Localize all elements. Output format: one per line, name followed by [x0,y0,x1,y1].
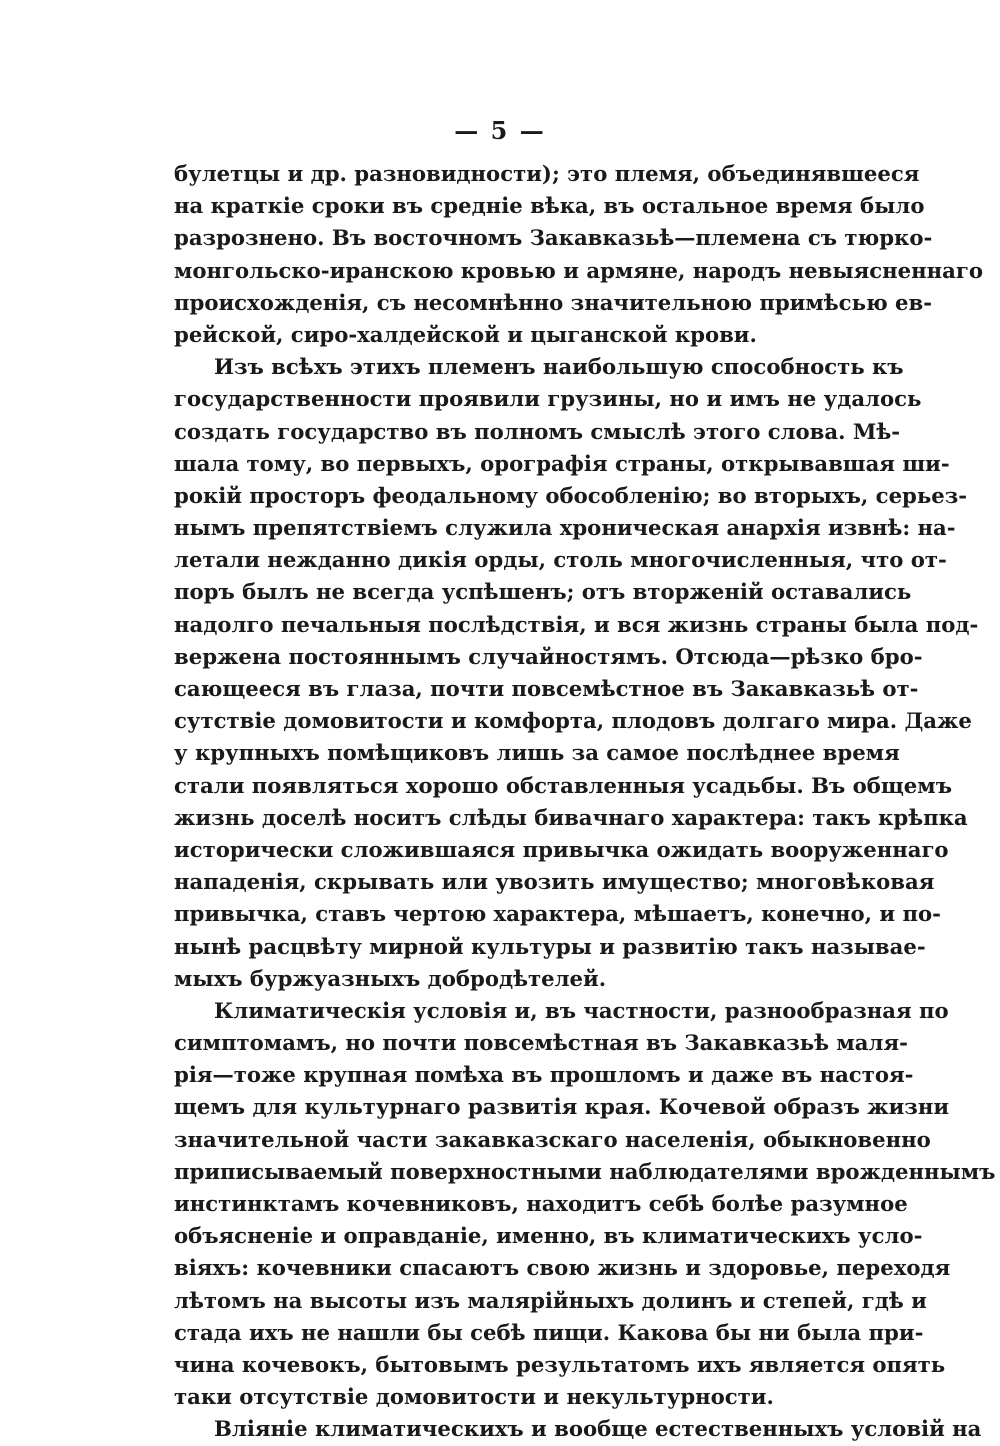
text-line: жизнь доселѣ носитъ слѣды бивачнаго характера: такъ крѣпка [174,804,968,830]
text-line: симптомамъ, но почти повсемѣстная въ Закавказьѣ маля- [174,1030,908,1056]
text-line: летали нежданно дикія орды, столь многочисленныя, что от- [174,547,947,573]
text-line: приписываемый поверхностными наблюдателями врожденнымъ [174,1158,996,1184]
text-line: на краткіе сроки въ средніе вѣка, въ остальное время было [174,193,925,219]
text-line: рокій просторъ феодальному обособленію; во вторыхъ, серьез- [174,482,968,508]
text-line: разрознено. Въ восточномъ Закавказьѣ—племена съ тюрко- [174,225,933,251]
text-line: у крупныхъ помѣщиковъ лишь за самое послѣднее время [174,740,900,766]
text-line: нымъ препятствіемъ служила хроническая анархія извнѣ: на- [174,515,956,541]
page-number: — 5 — [454,116,546,145]
text-line: булетцы и др. разновидности); это племя, объединявшееся [174,161,920,186]
text-line: Изъ всѣхъ этихъ племенъ наибольшую способность къ [214,354,904,380]
text-line: мыхъ буржуазныхъ добродѣтелей. [174,965,607,991]
text-line: привычка, ставъ чертою характера, мѣшаетъ, конечно, и по- [174,901,941,927]
text-line: нынѣ расцвѣту мирной культуры и развитію такъ называе- [174,933,926,959]
text-line: стали появляться хорошо обставленныя усадьбы. Въ общемъ [174,772,952,798]
text-line: значительной части закавказскаго населенія, обыкновенно [174,1126,931,1152]
text-line: Климатическія условія и, въ частности, разнообразная по [214,997,949,1023]
text-line: создать государство въ полномъ смыслѣ этого слова. Мѣ- [174,418,901,444]
text-line: рейской, сиро-халдейской и цыганской крови. [174,321,757,347]
text-line: надолго печальныя послѣдствія, и вся жизнь страны была под- [174,611,979,637]
text-line: нападенія, скрывать или увозить имущество; многовѣковая [174,869,935,895]
body-text [174,158,996,1446]
text-line: шала тому, во первыхъ, орографія страны, открывавшая ши- [174,450,950,476]
text-line: рія—тоже крупная помѣха въ прошломъ и даже въ настоя- [174,1062,914,1088]
text-line: чина кочевокъ, бытовымъ результатомъ ихъ является опять [174,1351,946,1377]
text-line: стада ихъ не нашли бы себѣ пищи. Какова бы ни была при- [174,1319,924,1345]
text-line: вержена постояннымъ случайностямъ. Отсюда—рѣзко бро- [174,643,923,669]
text-line: лѣтомъ на высоты изъ малярійныхъ долинъ и степей, гдѣ и [174,1287,927,1313]
text-line: происхожденія, съ несомнѣнно значительною примѣсью ев- [174,289,933,315]
text-line: сающееся въ глаза, почти повсемѣстное въ Закавказьѣ от- [174,676,919,701]
text-line: монгольско-иранскою кровью и армяне, народъ невыясненнаго [174,257,983,283]
text-line: віяхъ: кочевники спасаютъ свою жизнь и здоровье, переходя [174,1255,951,1281]
text-line: инстинктамъ кочевниковъ, находитъ себѣ болѣе разумное [174,1191,908,1216]
text-line: таки отсутствіе домовитости и некультурности. [174,1384,774,1410]
text-line: Вліяніе климатическихъ и вообще естественныхъ условій на [214,1416,982,1442]
text-line: сутствіе домовитости и комфорта, плодовъ долгаго мира. Даже [174,708,972,734]
text-line: щемъ для культурнаго развитія края. Кочевой образъ жизни [174,1094,950,1120]
text-line: государственности проявили грузины, но и имъ не удалось [174,386,922,412]
text-line: объясненіе и оправданіе, именно, въ климатическихъ усло- [174,1223,923,1249]
text-line: поръ былъ не всегда успѣшенъ; отъ вторженій оставались [174,579,912,605]
text-line: исторически сложившаяся привычка ожидать вооруженнаго [174,836,949,862]
